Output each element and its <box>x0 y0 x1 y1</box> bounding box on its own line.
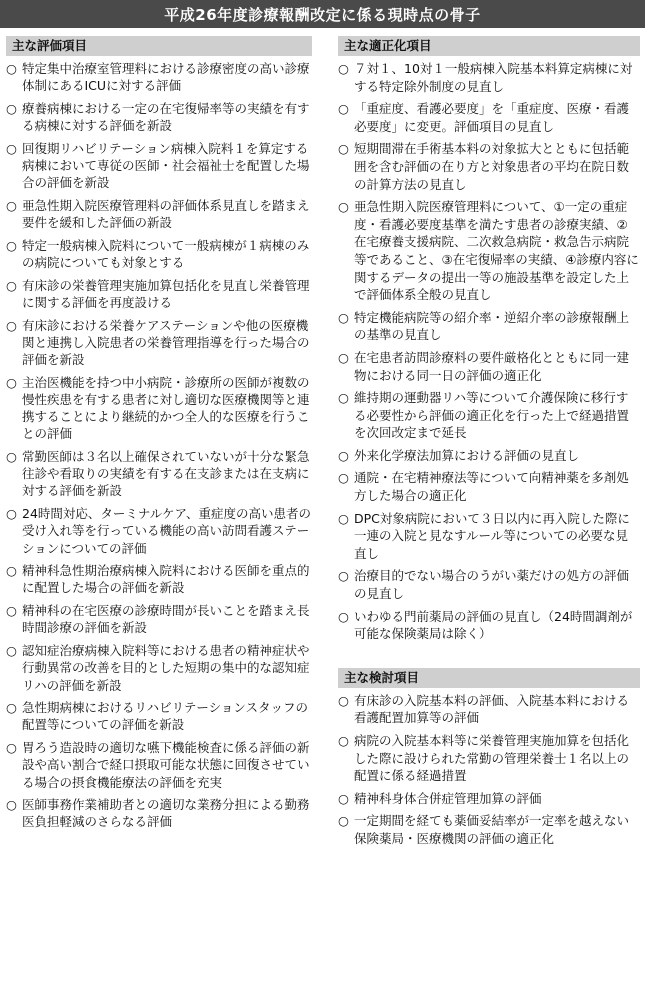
bullet-circle-icon: ○ <box>338 101 349 117</box>
bullet-circle-icon: ○ <box>6 643 17 659</box>
list-item <box>6 642 312 694</box>
item-text: 亜急性期入院医療管理料について、①一定の重症度・看護必要度基準を満たす患者の診療実績、②在宅療養支援病院、二次救急病院・救急告示病院等であること、③在宅復帰率の実績、④診療内容に関するデータの提出一等の施設基準を設定した上で評価体系全般の見直し <box>354 199 639 303</box>
bullet-circle-icon: ○ <box>6 277 17 293</box>
item-text: 在宅患者訪問診療料の要件厳格化とともに同一建物における同一日の評価の適正化 <box>354 349 630 383</box>
list-item <box>338 349 640 384</box>
bullet-circle-icon: ○ <box>6 506 17 522</box>
bullet-circle-icon: ○ <box>338 447 349 463</box>
optimization-column <box>338 36 640 853</box>
item-text: 短期間滞在手術基本料の対象拡大とともに包括範囲を含む評価の在り方と対象患者の平均在院日数の計算方法の見直し <box>354 141 630 192</box>
item-text: 精神科の在宅医療の診療時間が長いことを踏まえ長時間診療の評価を新設 <box>22 603 310 636</box>
item-text: 療養病棟における一定の在宅復帰率等の実績を有する病棟に対する評価を新設 <box>22 100 310 134</box>
bullet-circle-icon: ○ <box>338 61 349 76</box>
evaluation-heading: 主な評価項目 <box>6 36 312 56</box>
list-item <box>338 309 640 344</box>
bullet-circle-icon: ○ <box>6 603 17 619</box>
item-text: 有床診の栄養管理実施加算包括化を見直し栄養管理に関する評価を再度設ける <box>22 277 310 310</box>
optimization-heading: 主な適正化項目 <box>338 36 640 56</box>
item-text: 常勤医師は３名以上確保されていないが十分な緊急往診や看取りの実績を有する在支診または在支病に対する評価を新設 <box>22 449 310 499</box>
list-item <box>6 602 312 636</box>
item-text: 通院・在宅精神療法等について向精神薬を多剤処方した場合の適正化 <box>354 470 629 504</box>
item-text: 精神科急性期治療病棟入院料における医師を重点的に配置した場合の評価を新設 <box>22 563 310 596</box>
list-item <box>338 510 640 563</box>
bullet-circle-icon: ○ <box>338 608 349 624</box>
bullet-circle-icon: ○ <box>338 141 349 157</box>
bullet-circle-icon: ○ <box>338 790 349 806</box>
list-item <box>338 812 640 847</box>
bullet-circle-icon: ○ <box>6 61 17 76</box>
list-item <box>6 699 312 733</box>
item-text: DPC対象病院において３日以内に再入院した際に一連の入院と見なすルール等についての必要な見直し <box>354 510 630 561</box>
review-list <box>338 692 640 848</box>
item-text: ７対１、10対１一般病棟入院基本料算定病棟に対する特定除外制度の見直し <box>354 61 633 94</box>
item-text: 外来化学療法加算における評価の見直し <box>354 447 580 463</box>
bullet-circle-icon: ○ <box>6 197 17 213</box>
item-text: 亜急性期入院医療管理料の評価体系見直しを踏まえ要件を緩和した評価の新設 <box>22 197 310 231</box>
list-item <box>6 277 312 311</box>
bullet-circle-icon: ○ <box>6 449 17 465</box>
bullet-circle-icon: ○ <box>338 813 349 829</box>
bullet-circle-icon: ○ <box>6 700 17 716</box>
bullet-circle-icon: ○ <box>6 140 17 156</box>
evaluation-column <box>6 36 312 836</box>
list-item <box>6 60 312 94</box>
list-item <box>338 692 640 727</box>
bullet-circle-icon: ○ <box>338 309 349 325</box>
bullet-circle-icon: ○ <box>6 740 17 756</box>
item-text: 精神科身体合併症管理加算の評価 <box>354 790 542 806</box>
list-item <box>6 140 312 192</box>
item-text: 回復期リハビリテーション病棟入院料１を算定する病棟において専従の医師・社会福祉士を配置した場合の評価を新設 <box>22 140 310 191</box>
item-text: 主治医機能を持つ中小病院・診療所の医師が複数の慢性疾患を有する患者に対し適切な医療機関等と連携することにより継続的かつ全人的な医療を行うことの評価 <box>22 374 310 442</box>
bullet-circle-icon: ○ <box>6 563 17 579</box>
list-item <box>338 60 640 95</box>
list-item <box>6 562 312 596</box>
list-item <box>6 317 312 369</box>
item-text: 「重症度、看護必要度」を「重症度、医療・看護必要度」に変更。評価項目の見直し <box>354 101 630 134</box>
item-text: 特定集中治療室管理料における診療密度の高い診療体制にあるICUに対する評価 <box>22 61 310 94</box>
item-text: 有床診における栄養ケアステーションや他の医療機関と連携し入院患者の栄養管理指導を行った場合の評価を新設 <box>22 317 310 368</box>
list-item <box>338 198 640 304</box>
list-item <box>338 608 640 643</box>
bullet-circle-icon: ○ <box>338 199 349 215</box>
item-text: 24時間対応、ターミナルケア、重症度の高い患者の受け入れ等を行っている機能の高い訪問看護ステーションについての評価 <box>22 506 312 556</box>
list-item <box>338 790 640 808</box>
item-text: 医師事務作業補助者との適切な業務分担による勤務医負担軽減のさらなる評価 <box>22 797 310 830</box>
bullet-circle-icon: ○ <box>338 470 349 486</box>
item-text: 一定期間を経ても薬価妥結率が一定率を越えない保険薬局・医療機関の評価の適正化 <box>354 813 630 846</box>
bullet-circle-icon: ○ <box>338 349 349 365</box>
item-text: 有床診の入院基本料の評価、入院基本料における看護配置加算等の評価 <box>354 692 630 726</box>
item-text: いわゆる門前薬局の評価の見直し（24時間調剤が可能な保険薬局は除く） <box>354 608 633 642</box>
item-text: 認知症治療病棟入院料等における患者の精神症状や行動異常の改善を目的とした短期の集中的な認知症リハの評価を新設 <box>22 643 310 693</box>
item-text: 維持期の運動器リハ等について介護保険に移行する必要性から評価の適正化を行った上で経過措置を次回改定まで延長 <box>354 390 630 441</box>
list-item <box>338 567 640 602</box>
bullet-circle-icon: ○ <box>6 237 17 253</box>
list-item <box>338 140 640 193</box>
optimization-list <box>338 60 640 643</box>
item-text: 急性期病棟におけるリハビリテーションスタッフの配置等についての評価を新設 <box>22 700 309 733</box>
item-text: 病院の入院基本料等に栄養管理実施加算を包括化した際に設けられた常勤の管理栄養士１名以上の配置に係る経過措置 <box>354 733 630 784</box>
list-item <box>6 505 312 557</box>
review-heading: 主な検討項目 <box>338 668 640 688</box>
item-text: 治療目的でない場合のうがい薬だけの処方の評価の見直し <box>354 568 630 602</box>
bullet-circle-icon: ○ <box>338 692 349 708</box>
list-item <box>6 197 312 231</box>
list-item <box>338 100 640 135</box>
item-text: 胃ろう造設時の適切な嚥下機能検査に係る評価の新設や高い割合で経口摂取可能な状態に回復させている場合の摂食機能療法の評価を充実 <box>22 740 310 790</box>
list-item <box>6 448 312 500</box>
bullet-circle-icon: ○ <box>6 797 17 813</box>
page-title: 平成26年度診療報酬改定に係る現時点の骨子 <box>0 0 645 28</box>
bullet-circle-icon: ○ <box>338 568 349 584</box>
evaluation-list <box>6 60 312 831</box>
list-item <box>6 739 312 791</box>
list-item <box>6 374 312 443</box>
list-item <box>338 447 640 465</box>
bullet-circle-icon: ○ <box>338 390 349 406</box>
section-spacer <box>338 648 640 668</box>
item-text: 特定一般病棟入院料について一般病棟が１病棟のみの病院についても対象とする <box>22 237 310 271</box>
bullet-circle-icon: ○ <box>6 317 17 333</box>
item-text: 特定機能病院等の紹介率・逆紹介率の診療報酬上の基準の見直し <box>354 309 630 343</box>
list-item <box>338 732 640 785</box>
list-item <box>6 796 312 830</box>
list-item <box>6 100 312 134</box>
bullet-circle-icon: ○ <box>6 100 17 116</box>
list-item <box>6 237 312 271</box>
list-item <box>338 469 640 504</box>
list-item <box>338 389 640 442</box>
bullet-circle-icon: ○ <box>338 733 349 748</box>
bullet-circle-icon: ○ <box>6 374 17 390</box>
bullet-circle-icon: ○ <box>338 510 349 526</box>
